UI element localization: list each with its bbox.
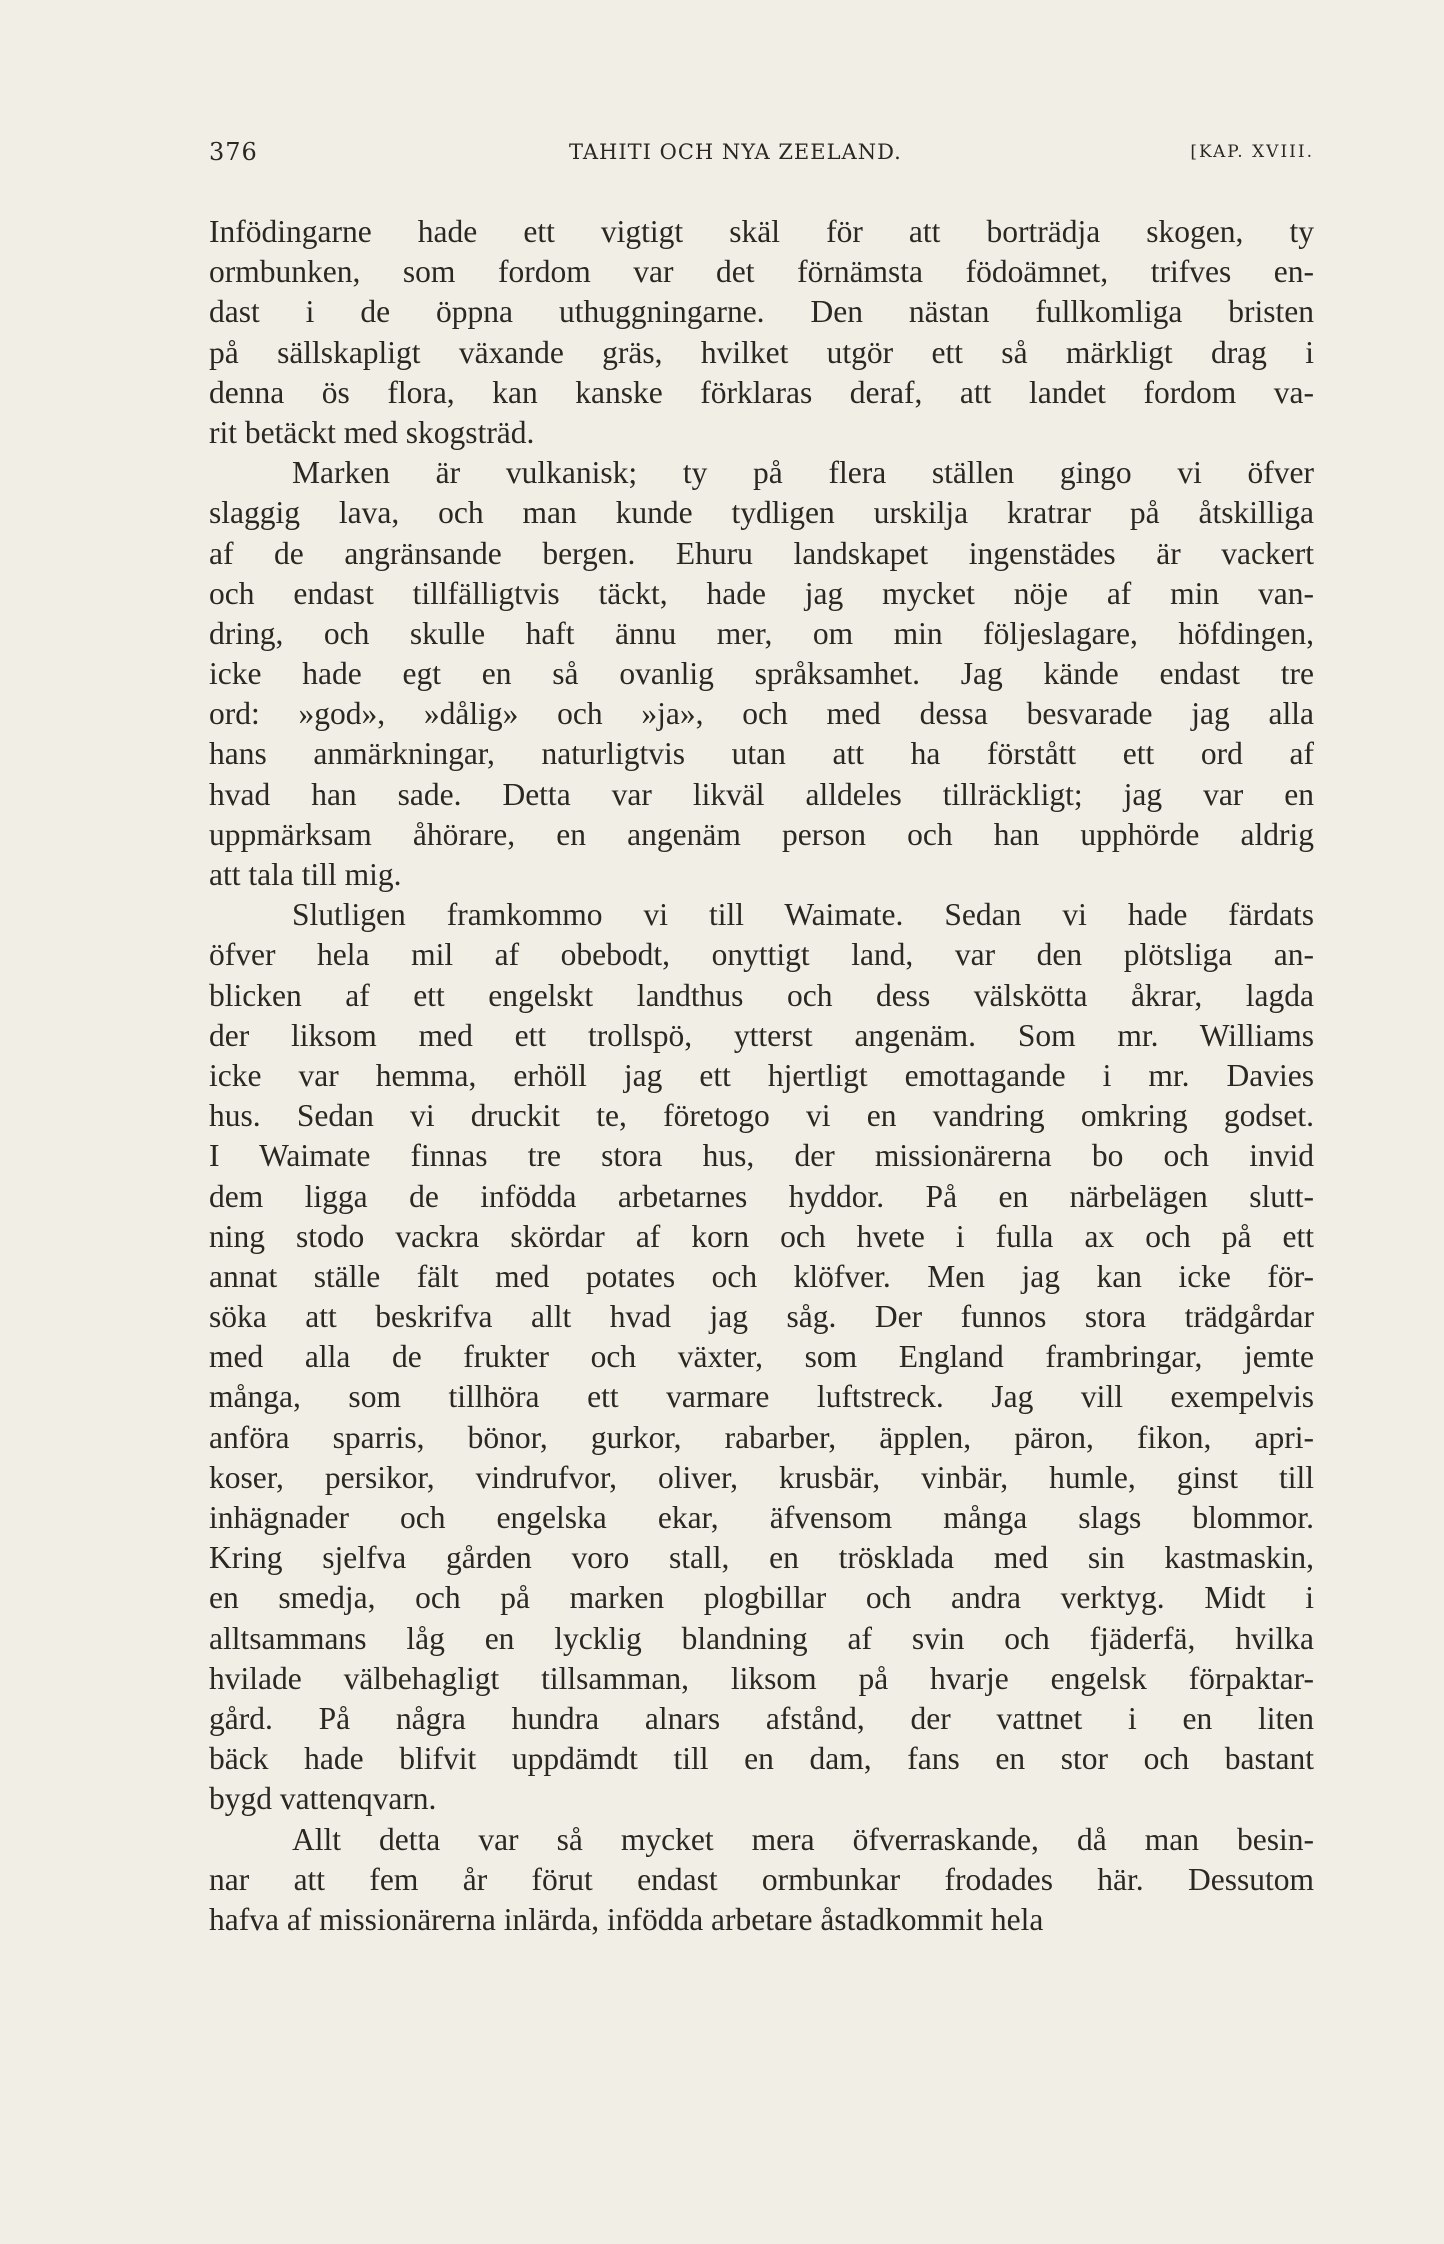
- text-line: Marken är vulkanisk; ty på flera ställen gingo vi öfver: [292, 455, 1314, 491]
- text-line: hans anmärkningar, naturligtvis utan att ha förstått ett ord af: [209, 736, 1314, 772]
- text-line: I Waimate finnas tre stora hus, der missionärerna bo och invid: [209, 1138, 1314, 1174]
- text-line: Infödingarne hade ett vigtigt skäl för att borträdja skogen, ty: [209, 214, 1314, 249]
- text-line: annat ställe fält med potates och klöfver. Men jag kan icke för-: [209, 1258, 1314, 1294]
- text-line: bäck hade blifvit uppdämdt till en dam, fans en stor och bastant: [209, 1741, 1314, 1777]
- text-line: gård. På några hundra alnars afstånd, der vattnet i en liten: [209, 1700, 1314, 1736]
- text-line: en smedja, och på marken plogbillar och andra verktyg. Midt i: [209, 1580, 1314, 1616]
- text-line: bygd vattenqvarn.: [209, 1781, 437, 1817]
- text-line: slaggig lava, och man kunde tydligen urskilja kratrar på åtskilliga: [209, 495, 1314, 531]
- text-line: ord: »god», »dålig» och »ja», och med dessa besvarade jag alla: [209, 696, 1314, 732]
- text-line: hvilade välbehagligt tillsamman, liksom på hvarje engelsk förpaktar-: [209, 1660, 1314, 1696]
- paragraph: [209, 895, 1314, 1819]
- text-line: öfver hela mil af obebodt, onyttigt land, var den plötsliga an-: [209, 937, 1314, 973]
- text-line: Allt detta var så mycket mera öfverraskande, då man besin-: [292, 1821, 1314, 1857]
- text-line: dring, och skulle haft ännu mer, om min följeslagare, höfdingen,: [209, 615, 1314, 651]
- text-line: många, som tillhöra ett varmare luftstreck. Jag vill exempelvis: [209, 1379, 1314, 1415]
- text-line: af de angränsande bergen. Ehuru landskapet ingenstädes är vackert: [209, 535, 1314, 571]
- text-line: söka att beskrifva allt hvad jag såg. Der funnos stora trädgårdar: [209, 1299, 1314, 1335]
- page-number: 376: [209, 138, 258, 166]
- text-line: der liksom med ett trollspö, ytterst angenäm. Som mr. Williams: [209, 1017, 1314, 1053]
- text-line: Kring sjelfva gården voro stall, en trösklada med sin kastmaskin,: [209, 1540, 1314, 1576]
- text-line: Slutligen framkommo vi till Waimate. Sedan vi hade färdats: [292, 897, 1314, 933]
- text-line: och endast tillfälligtvis täckt, hade jag mycket nöje af min van-: [209, 575, 1314, 611]
- chapter-reference: [KAP. XVIII.: [1190, 142, 1314, 162]
- text-line: icke var hemma, erhöll jag ett hjertligt emottagande i mr. Davies: [209, 1057, 1314, 1093]
- running-title: TAHITI OCH NYA ZEELAND.: [569, 140, 902, 164]
- text-line: dast i de öppna uthuggningarne. Den nästan fullkomliga bristen: [209, 294, 1314, 330]
- text-line: hafva af missionärerna inlärda, infödda arbetare åstadkommit hela: [209, 1901, 1044, 1937]
- text-line: på sällskapligt växande gräs, hvilket utgör ett så märkligt drag i: [209, 334, 1314, 370]
- text-line: denna ös flora, kan kanske förklaras deraf, att landet fordom va-: [209, 374, 1314, 410]
- text-line: uppmärksam åhörare, en angenäm person och han upphörde aldrig: [209, 816, 1314, 852]
- text-line: rit betäckt med skogsträd.: [209, 414, 535, 450]
- text-line: dem ligga de infödda arbetarnes hyddor. På en närbelägen slutt-: [209, 1178, 1314, 1214]
- text-line: med alla de frukter och växter, som England frambringar, jemte: [209, 1339, 1314, 1375]
- text-line: hvad han sade. Detta var likväl alldeles tillräckligt; jag var en: [209, 776, 1314, 812]
- text-line: nar att fem år förut endast ormbunkar frodades här. Dessutom: [209, 1861, 1314, 1897]
- page-header: [209, 138, 1314, 178]
- text-line: icke hade egt en så ovanlig språksamhet. Jag kände endast tre: [209, 656, 1314, 692]
- text-line: koser, persikor, vindrufvor, oliver, krusbär, vinbär, humle, ginst till: [209, 1459, 1314, 1495]
- paragraph: [209, 1820, 1314, 1941]
- text-line: ning stodo vackra skördar af korn och hvete i fulla ax och på ett: [209, 1218, 1314, 1254]
- text-line: anföra sparris, bönor, gurkor, rabarber, äpplen, päron, fikon, apri-: [209, 1419, 1314, 1455]
- text-line: inhägnader och engelska ekar, äfvensom många slags blommor.: [209, 1500, 1314, 1535]
- text-line: alltsammans låg en lycklig blandning af svin och fjäderfä, hvilka: [209, 1620, 1314, 1656]
- body-text: [209, 212, 1314, 1940]
- text-line: att tala till mig.: [209, 857, 402, 892]
- paragraph: [209, 212, 1314, 453]
- text-line: hus. Sedan vi druckit te, företogo vi en vandring omkring godset.: [209, 1098, 1314, 1134]
- text-line: ormbunken, som fordom var det förnämsta födoämnet, trifves en-: [209, 254, 1314, 290]
- text-line: blicken af ett engelskt landthus och dess välskötta åkrar, lagda: [209, 977, 1314, 1013]
- paragraph: [209, 453, 1314, 895]
